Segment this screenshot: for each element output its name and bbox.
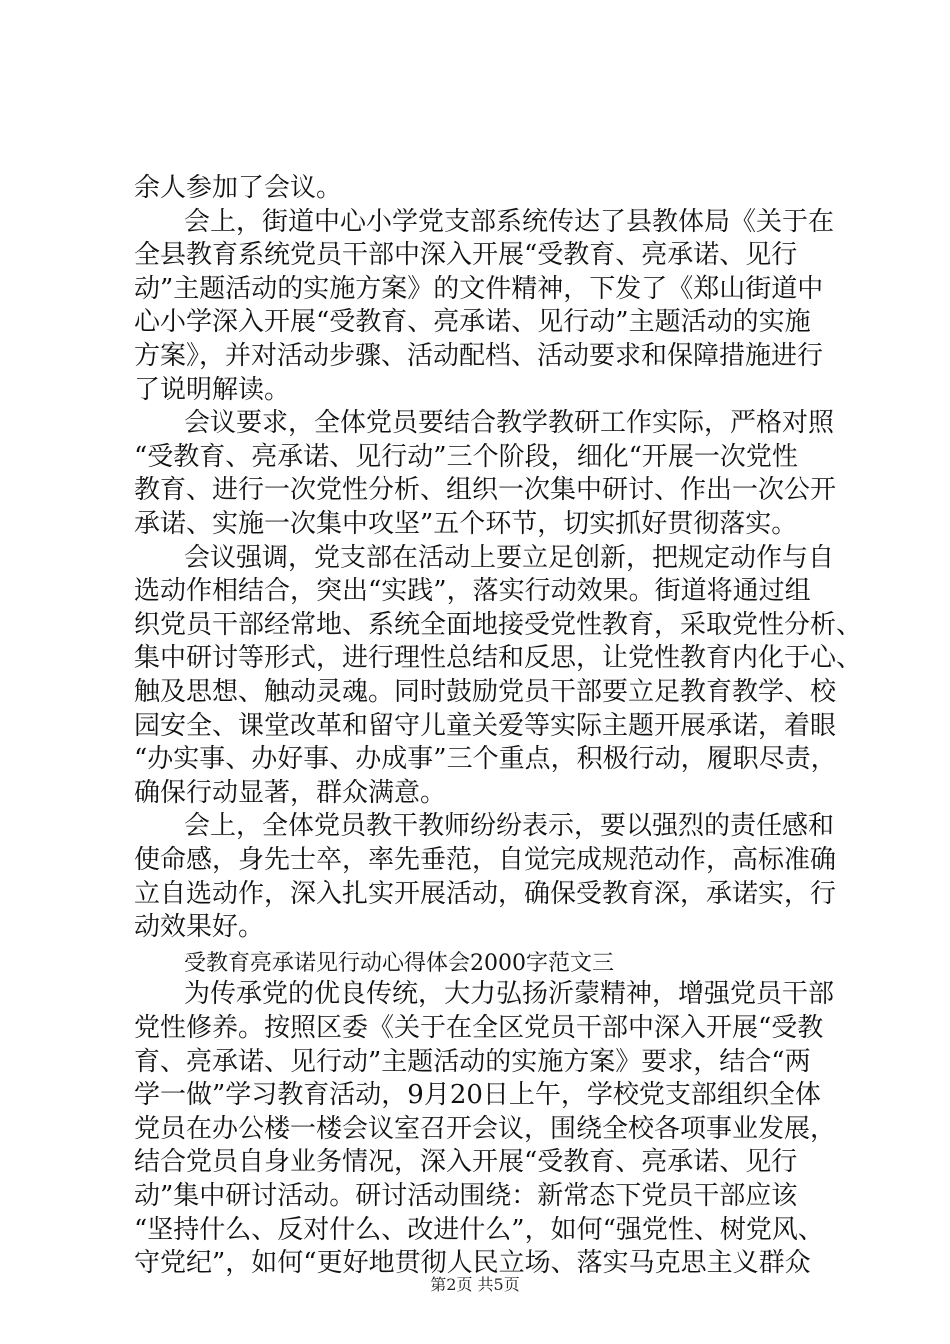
body-text-line: 动”主题活动的实施方案》的文件精神，下发了《郑山街道中 xyxy=(134,273,824,304)
body-text-line: 结合党员自身业务情况，深入开展“受教育、亮承诺、见行 xyxy=(134,1147,798,1178)
body-text-line: 党性修养。按照区委《关于在全区党员干部中深入开展“受教 xyxy=(134,1013,824,1043)
body-text-line: 会议强调，党支部在活动上要立足创新，把规定动作与自 xyxy=(184,542,835,573)
body-text-line: 承诺、实施一次集中攻坚”五个环节，切实抓好贯彻落实。 xyxy=(134,509,798,539)
body-text-line: 动效果好。 xyxy=(134,912,265,943)
body-text-line: 全县教育系统党员干部中深入开展“受教育、亮承诺、见行 xyxy=(134,240,798,271)
section-heading: 受教育亮承诺见行动心得体会2000字范文三 xyxy=(184,950,614,976)
body-text-line: 触及思想、触动灵魂。同时鼓励党员干部要立足教育教学、校 xyxy=(134,677,837,707)
body-text-line: 为传承党的优良传统，大力弘扬沂蒙精神，增强党员干部 xyxy=(184,979,835,1010)
body-text-line: 教育、进行一次党性分析、组织一次集中研讨、作出一次公开 xyxy=(134,475,837,506)
body-text-line: 了说明解读。 xyxy=(134,374,291,405)
body-text-line: 动”集中研讨活动。研讨活动围绕：新常态下党员干部应该 xyxy=(134,1181,798,1211)
body-text-line: 使命感，身先士卒，率先垂范，自觉完成规范动作，高标准确 xyxy=(134,845,837,875)
body-text-line: 园安全、课堂改革和留守儿童关爱等实际主题开展承诺，着眼 xyxy=(134,710,837,741)
body-text-line: 会上，街道中心小学党支部系统传达了县教体局《关于在 xyxy=(184,206,835,237)
body-text-line: 集中研讨等形式，进行理性总结和反思，让党性教育内化于心、 xyxy=(134,643,863,674)
body-text-line: 余人参加了会议。 xyxy=(134,173,343,203)
body-text-line: 选动作相结合，突出“实践”，落实行动效果。街道将通过组 xyxy=(134,576,811,607)
body-text-line: “坚持什么、反对什么、改进什么”，如何“强党性、树党风、 xyxy=(134,1214,824,1245)
body-text-line: 育、亮承诺、见行动”主题活动的实施方案》要求，结合“两 xyxy=(134,1046,811,1077)
body-text-line: 学一做”学习教育活动，9月20日上午，学校党支部组织全体 xyxy=(134,1080,821,1111)
body-text-line: 党员在办公楼一楼会议室召开会议，围绕全校各项事业发展， xyxy=(134,1113,837,1144)
page-footer xyxy=(0,1274,950,1296)
body-text-line: 立自选动作，深入扎实开展活动，确保受教育深，承诺实，行 xyxy=(134,878,837,909)
body-text-line: 守党纪”，如何“更好地贯彻人民立场、落实马克思主义群众 xyxy=(134,1248,811,1279)
body-text-line: “办实事、办好事、办成事”三个重点，积极行动，履职尽责， xyxy=(134,744,837,775)
body-text-line: 会上，全体党员教干教师纷纷表示，要以强烈的责任感和 xyxy=(184,811,835,842)
body-text-line: 心小学深入开展“受教育、亮承诺、见行动”主题活动的实施 xyxy=(134,307,811,338)
body-text-line: “受教育、亮承诺、见行动”三个阶段，细化“开展一次党性 xyxy=(134,441,798,472)
body-text-line: 会议要求，全体党员要结合教学教研工作实际，严格对照 xyxy=(184,408,835,439)
page-indicator: 第2页 共5页 xyxy=(430,1275,520,1294)
body-text-line: 织党员干部经常地、系统全面地接受党性教育，采取党性分析、 xyxy=(134,609,863,640)
body-text-line: 方案》，并对活动步骤、活动配档、活动要求和保障措施进行 xyxy=(134,341,824,371)
body-text-line: 确保行动显著，群众满意。 xyxy=(134,777,447,808)
